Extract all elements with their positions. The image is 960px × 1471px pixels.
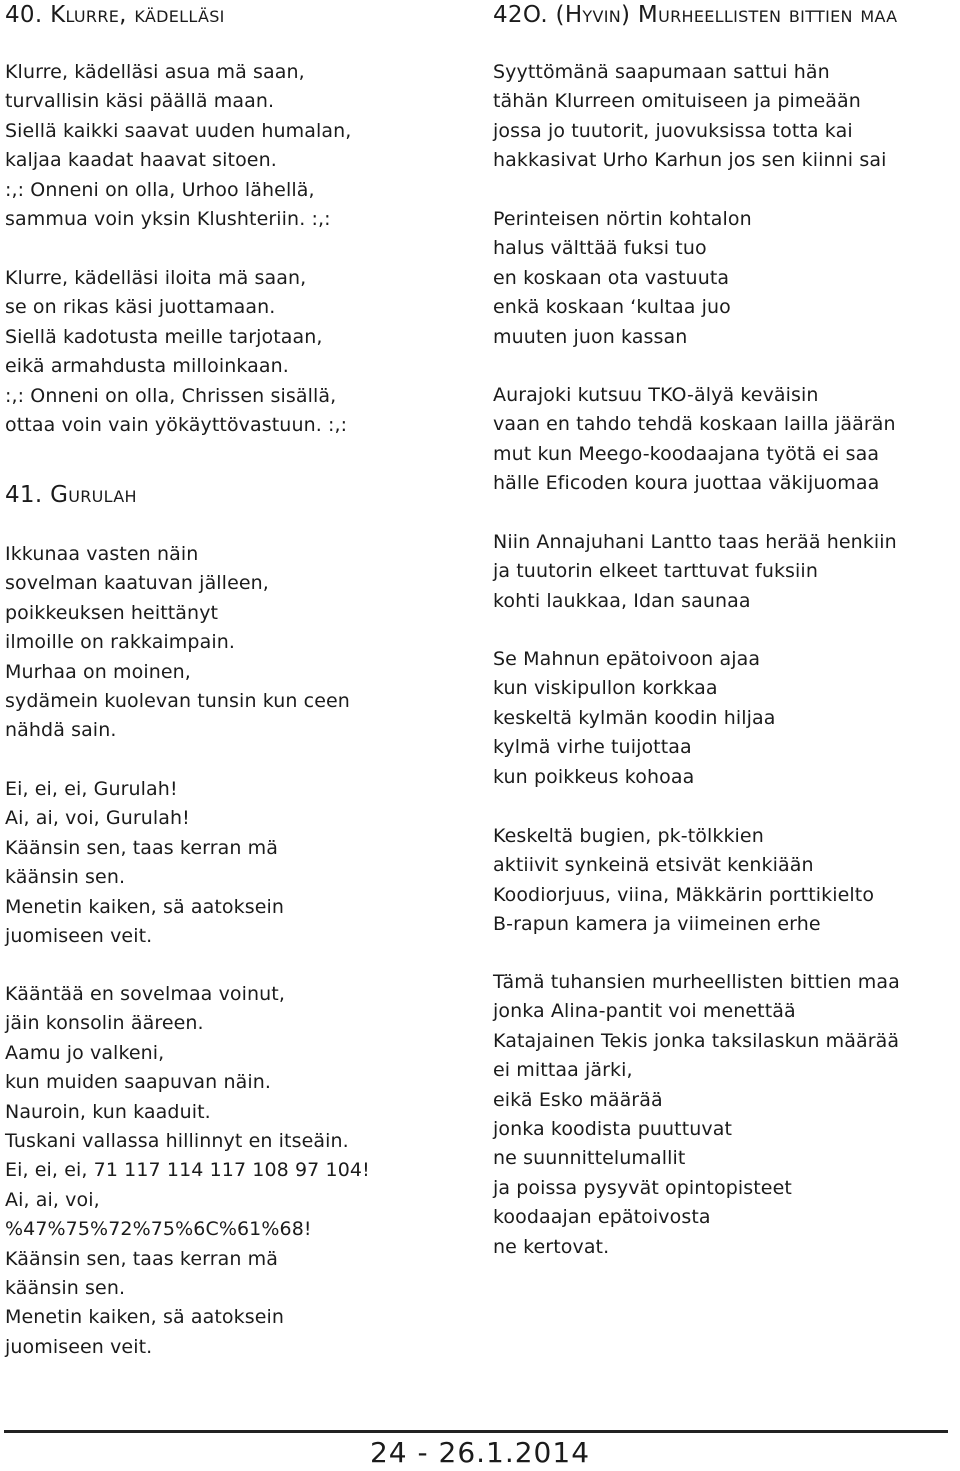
verse-line: Tuskani vallassa hillinnyt en itseäin. [5, 1129, 349, 1152]
verse-line: Klurre, kädelläsi iloita mä saan, [5, 267, 307, 289]
footer-date: 24 - 26.1.2014 [369, 1436, 591, 1469]
verse-line: aktiivit synkeinä etsivät kenkiään [493, 854, 814, 877]
verse-line: tähän Klurreen omituiseen ja pimeään [493, 90, 861, 113]
verse-line: Niin Annajuhani Lantto taas herää henkiin [493, 531, 897, 553]
verse-line: %47%75%72%75%6C%61%68! [5, 1218, 312, 1241]
verse-line: kohti laukkaa, Idan saunaa [493, 589, 751, 612]
verse-line: Nauroin, kun kaaduit. [5, 1100, 211, 1123]
verse-line: nähdä sain. [5, 719, 117, 742]
verse-line: en koskaan ota vastuuta [493, 266, 730, 289]
verse-line: Murhaa on moinen, [5, 660, 191, 683]
stanza [493, 645, 775, 792]
verse-line: muuten juon kassan [493, 325, 688, 348]
song-title: 42O. (Hyvin) Murheellisten bittien maa [493, 2, 898, 28]
verse-line: eikä Esko määrää [493, 1088, 663, 1111]
verse-line: jäin konsolin ääreen. [5, 1012, 204, 1035]
verse-line: ei mittaa järki, [493, 1059, 633, 1082]
verse-line: Menetin kaiken, sä aatoksein [5, 895, 285, 918]
verse-line: jossa jo tuutorit, juovuksissa totta kai [493, 119, 853, 142]
verse-line: hakkasivat Urho Karhun jos sen kiinni sai [493, 149, 887, 172]
verse-line: Käänsin sen, taas kerran mä [5, 836, 278, 859]
verse-line: jonka Alina-pantit voi menettää [493, 1000, 796, 1023]
verse-line: Siellä kadotusta meille tarjotaan, [5, 325, 323, 348]
stanza [5, 264, 347, 440]
verse-line: vaan en tahdo tehdä koskaan lailla jäärän [493, 413, 896, 436]
stanza [493, 381, 896, 499]
verse-line: enkä koskaan ‘kultaa juo [493, 296, 731, 319]
verse-line: ne suunnittelumallit [493, 1147, 686, 1170]
verse-line: mut kun Meego-koodaajana työtä ei saa [493, 442, 880, 465]
verse-line: Ikkunaa vasten näin [5, 543, 199, 565]
verse-line: hälle Eficoden koura juottaa väkijuomaa [493, 472, 880, 495]
verse-line: B-rapun kamera ja viimeinen erhe [493, 913, 821, 936]
verse-line: Keskeltä bugien, pk-tölkkien [493, 825, 764, 847]
stanza [493, 528, 897, 616]
verse-line: kun viskipullon korkkaa [493, 677, 718, 700]
verse-line: sydämein kuolevan tunsin kun ceen [5, 689, 350, 712]
verse-line: ilmoille on rakkaimpain. [5, 631, 235, 654]
verse-line: sammua voin yksin Klushteriin. :,: [5, 207, 331, 230]
verse-line: poikkeuksen heittänyt [5, 601, 219, 624]
verse-line: koodaajan epätoivosta [493, 1206, 711, 1229]
stanza [493, 58, 886, 176]
verse-line: kylmä virhe tuijottaa [493, 736, 692, 759]
song-title: 40. Klurre, kädelläsi [5, 2, 225, 28]
verse-line: juomiseen veit. [5, 1335, 153, 1358]
footer-divider [4, 1430, 948, 1433]
stanza [5, 58, 351, 234]
verse-line: käänsin sen. [5, 1276, 126, 1299]
verse-line: ottaa voin vain yökäyttövastuun. :,: [5, 413, 348, 436]
verse-line: se on rikas käsi juottamaan. [5, 296, 276, 319]
verse-line: Koodiorjuus, viina, Mäkkärin porttikielto [493, 883, 875, 906]
verse-line: ja tuutorin elkeet tarttuvat fuksiin [493, 560, 818, 583]
verse-line: Aamu jo valkeni, [5, 1041, 165, 1064]
verse-line: Se Mahnun epätoivoon ajaa [493, 648, 761, 670]
verse-line: Klurre, kädelläsi asua mä saan, [5, 61, 305, 83]
verse-line: sovelman kaatuvan jälleen, [5, 572, 269, 595]
stanza [493, 822, 874, 940]
verse-line: Menetin kaiken, sä aatoksein [5, 1306, 285, 1329]
verse-line: käänsin sen. [5, 866, 126, 889]
stanza [493, 205, 752, 352]
verse-line: jonka koodista puuttuvat [493, 1117, 733, 1140]
verse-line: :,: Onneni on olla, Urhoo lähellä, [5, 178, 315, 201]
verse-line: kun muiden saapuvan näin. [5, 1071, 272, 1094]
verse-line: kun poikkeus kohoaa [493, 765, 695, 788]
verse-line: Syyttömänä saapumaan sattui hän [493, 61, 830, 83]
song-title: 41. Gurulah [5, 482, 137, 508]
verse-line: halus välttää fuksi tuo [493, 237, 707, 260]
stanza [5, 980, 370, 1362]
verse-line: eikä armahdusta milloinkaan. [5, 355, 289, 378]
verse-line: Ei, ei, ei, Gurulah! [5, 778, 178, 800]
verse-line: juomiseen veit. [5, 924, 153, 947]
verse-line: :,: Onneni on olla, Chrissen sisällä, [5, 384, 337, 407]
verse-line: keskeltä kylmän koodin hiljaa [493, 706, 776, 729]
stanza [5, 540, 350, 746]
stanza [493, 968, 900, 1262]
verse-line: Perinteisen nörtin kohtalon [493, 208, 752, 230]
verse-line: Ai, ai, voi, Gurulah! [5, 807, 190, 830]
verse-line: Ai, ai, voi, [5, 1188, 100, 1211]
verse-line: Aurajoki kutsuu TKO-älyä keväisin [493, 384, 819, 406]
verse-line: Tämä tuhansien murheellisten bittien maa [493, 971, 900, 993]
verse-line: Ei, ei, ei, 71 117 114 117 108 97 104! [5, 1159, 370, 1182]
verse-line: ja poissa pysyvät opintopisteet [493, 1176, 792, 1199]
verse-line: Katajainen Tekis jonka taksilaskun määrää [493, 1029, 900, 1052]
verse-line: Kääntää en sovelmaa voinut, [5, 983, 285, 1005]
stanza [5, 775, 284, 951]
verse-line: turvallisin käsi päällä maan. [5, 90, 275, 113]
verse-line: ne kertovat. [493, 1235, 610, 1258]
verse-line: Siellä kaikki saavat uuden humalan, [5, 119, 352, 142]
verse-line: kaljaa kaadat haavat sitoen. [5, 149, 277, 172]
verse-line: Käänsin sen, taas kerran mä [5, 1247, 278, 1270]
